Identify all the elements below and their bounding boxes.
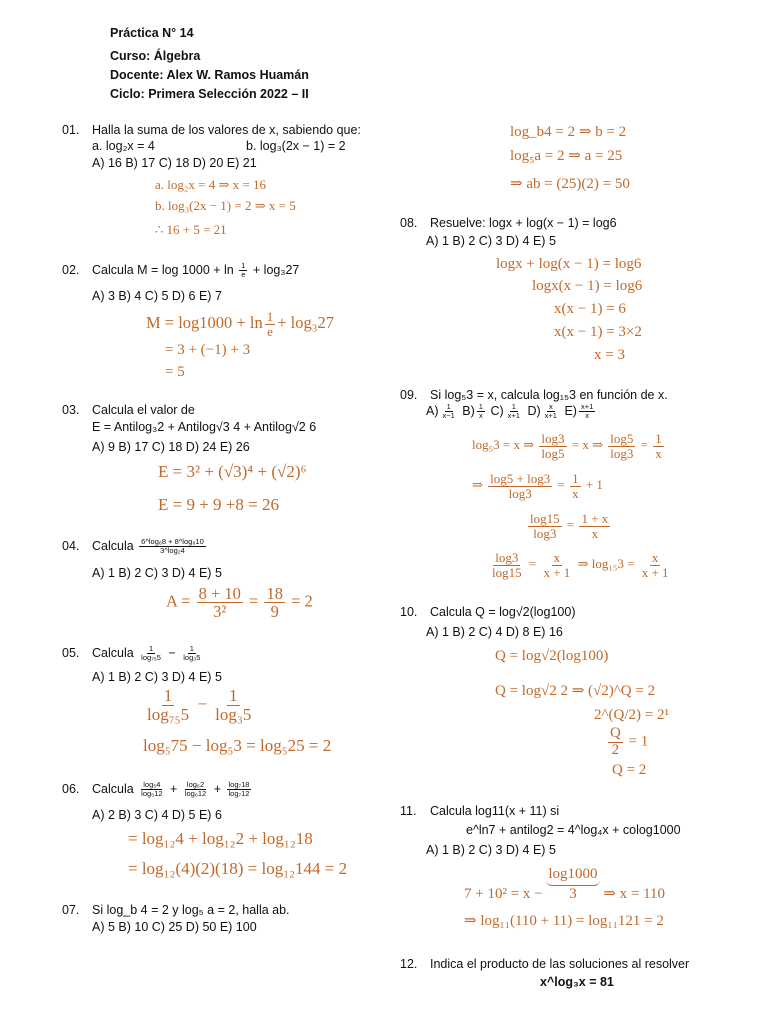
q06-solution-1: = log₁₂4 + log₁₂2 + log₁₂18	[128, 829, 313, 848]
q07-solution-3: ⇒ ab = (25)(2) = 50	[510, 176, 630, 192]
q11-expression: e^ln7 + antilog2 = 4^log₄x + colog1000	[466, 823, 681, 837]
q07-solution-2: log₅a = 2 ⇒ a = 25	[510, 148, 623, 164]
q10-solution-2: Q = log√2 2 ⇒ (√2)^Q = 2	[495, 683, 656, 699]
q10-solution-3: 2^(Q/2) = 2¹	[594, 707, 669, 723]
q08-solution-4: x(x − 1) = 3×2	[554, 324, 642, 340]
q03-solution-2: E = 9 + 9 +8 = 26	[158, 495, 279, 514]
question-10: 10. Calcula Q = log√2(log100)	[400, 605, 576, 619]
q08-options: A) 1 B) 2 C) 3 D) 4 E) 5	[426, 234, 556, 248]
question-11: 11. Calcula log11(x + 11) si	[400, 804, 560, 818]
q01-solution-2: b. log₃(2x − 1) = 2 ⇒ x = 5	[155, 198, 296, 213]
q05-solution-2: log₅75 − log₅3 = log₅25 = 2	[143, 736, 332, 755]
q09-solution-1: log₅3 = x ⇒ $\frac{\log 3}{\log 5}$ = x ⇒ $\frac{\log 5}{\log 3}$ = $\frac{1}{x}$	[472, 431, 662, 461]
question-03: 03. Calcula el valor de	[62, 403, 195, 417]
q03-options: A) 9 B) 17 C) 18 D) 24 E) 26	[92, 440, 250, 454]
q08-solution-5: x = 3	[594, 347, 625, 363]
q01-solution-3: ∴ 16 + 5 = 21	[155, 222, 227, 237]
question-02: 02. Calcula M = log 1000 + ln $\frac{1}{e}$ + log₃27	[62, 261, 300, 280]
q04-options: A) 1 B) 2 C) 3 D) 4 E) 5	[92, 566, 222, 580]
q09-solution-3: $\frac{\log 15}{\log 3}$ = $\frac{1 + x}{x}$	[530, 511, 609, 541]
q07-solution-1: log_b4 = 2 ⇒ b = 2	[510, 124, 627, 140]
q06-options: A) 2 B) 3 C) 4 D) 5 E) 6	[92, 808, 222, 822]
question-12: 12. Indica el producto de las soluciones al resolver	[400, 957, 690, 971]
q03-solution-1: E = 3² + (√3)⁴ + (√2)⁶	[158, 462, 307, 481]
teacher-name: Docente: Alex W. Ramos Huamán	[110, 68, 309, 82]
question-04: 04. Calcula $\frac{\text{6\textasciicircum{}log₆8 + 8\textasciicircum{}log₈10}}{\text{3\textasciicircum{}log₂4}}$	[62, 537, 204, 556]
question-06: 06. Calcula $\frac{\text{log₅4}}{\text{log₅12}}$ + $\frac{\text{log₆2}}{\text{log₆12}}$ + $\frac{\text{log₇18}}{\text{log₇12}}$	[62, 780, 250, 799]
cycle-name: Ciclo: Primera Selección 2022 – II	[110, 87, 309, 101]
q01-part-b: b. log₃(2x − 1) = 2	[246, 139, 346, 153]
q01-solution-1: a. log₂x = 4 ⇒ x = 16	[155, 177, 266, 192]
q09-options: A) $\frac{1}{x-1}$ B) $\frac{1}{x}$ C) $\frac{1}{x+1}$ D) $\frac{x}{x+1}$ E) $\frac{x+1}{x}$	[426, 402, 594, 421]
q01-part-a: a. log₂x = 4	[92, 139, 155, 153]
q10-solution-5: Q = 2	[612, 762, 647, 778]
q02-solution-1: M = log1000 + ln $\frac{1}{e}$ + log₃27	[146, 309, 334, 339]
practice-title: Práctica N° 14	[110, 26, 194, 40]
q04-solution: A = $\frac{8 + 10}{\text{3²}}$ = $\frac{18}{9}$ = 2	[166, 584, 313, 622]
q02-solution-3: = 5	[165, 364, 185, 380]
course-name: Curso: Álgebra	[110, 49, 201, 63]
question-09: 09. Si log₅3 = x, calcula log₁₅3 en función de x.	[400, 388, 668, 402]
q10-solution-4: $\frac{Q}{2}$ = 1	[610, 725, 649, 758]
underbrace: $\frac{\log 1000}{3}$	[548, 866, 598, 902]
q11-solution-1: 7 + 10² = x − $\frac{\log 1000}{3}$ ⇒ x = 110	[464, 866, 666, 902]
question-07: 07. Si log_b 4 = 2 y log₅ a = 2, halla ab.	[62, 903, 290, 917]
q09-solution-2: ⇒ $\frac{\log 5 + \log 3}{\log 3}$ = $\frac{1}{x}$ + 1	[472, 471, 603, 501]
q08-solution-3: x(x − 1) = 6	[554, 301, 626, 317]
q09-solution-4: $\frac{\log 3}{\log 15}$ = $\frac{x}{x + 1}$ ⇒ log₁₅3 = $\frac{x}{x + 1}$	[492, 550, 669, 580]
q01-options: A) 16 B) 17 C) 18 D) 20 E) 21	[92, 156, 257, 170]
q08-solution-2: logx(x − 1) = log6	[532, 278, 643, 294]
q03-expression: E = Antilog₃2 + Antilog√3 4 + Antilog√2 6	[92, 420, 317, 434]
q02-options: A) 3 B) 4 C) 5 D) 6 E) 7	[92, 289, 222, 303]
question-05: 05. Calcula $\frac{1}{\text{log₇₅5}}$ − $\frac{1}{\text{log₃5}}$	[62, 644, 201, 663]
q10-solution-1: Q = log√2(log100)	[495, 648, 609, 664]
q05-options: A) 1 B) 2 C) 3 D) 4 E) 5	[92, 670, 222, 684]
q11-options: A) 1 B) 2 C) 3 D) 4 E) 5	[426, 843, 556, 857]
q02-solution-2: = 3 + (−1) + 3	[165, 342, 251, 358]
q05-solution-1: $\frac{1}{\text{log₇₅5}}$ − $\frac{1}{\text{log₃5}}$	[147, 686, 252, 724]
q10-options: A) 1 B) 2 C) 4 D) 8 E) 16	[426, 625, 563, 639]
q07-options: A) 5 B) 10 C) 25 D) 50 E) 100	[92, 920, 257, 934]
q08-solution-1: logx + log(x − 1) = log6	[496, 256, 642, 272]
q06-solution-2: = log₁₂(4)(2)(18) = log₁₂144 = 2	[128, 859, 348, 878]
q02-fraction: $\frac{1}{e}$	[241, 261, 246, 280]
q12-expression: x^log₃x = 81	[540, 975, 614, 989]
q11-solution-2: ⇒ log₁₁(110 + 11) = log₁₁121 = 2	[464, 913, 664, 929]
q04-fraction: $\frac{\text{6\textasciicircum{}log₆8 + 8\textasciicircum{}log₈10}}{\text{3\textasciicircum{}log₂4}}$	[141, 537, 204, 556]
question-01: 01. Halla la suma de los valores de x, sabiendo que:	[62, 123, 361, 137]
question-08: 08. Resuelve: logx + log(x − 1) = log6	[400, 216, 617, 230]
